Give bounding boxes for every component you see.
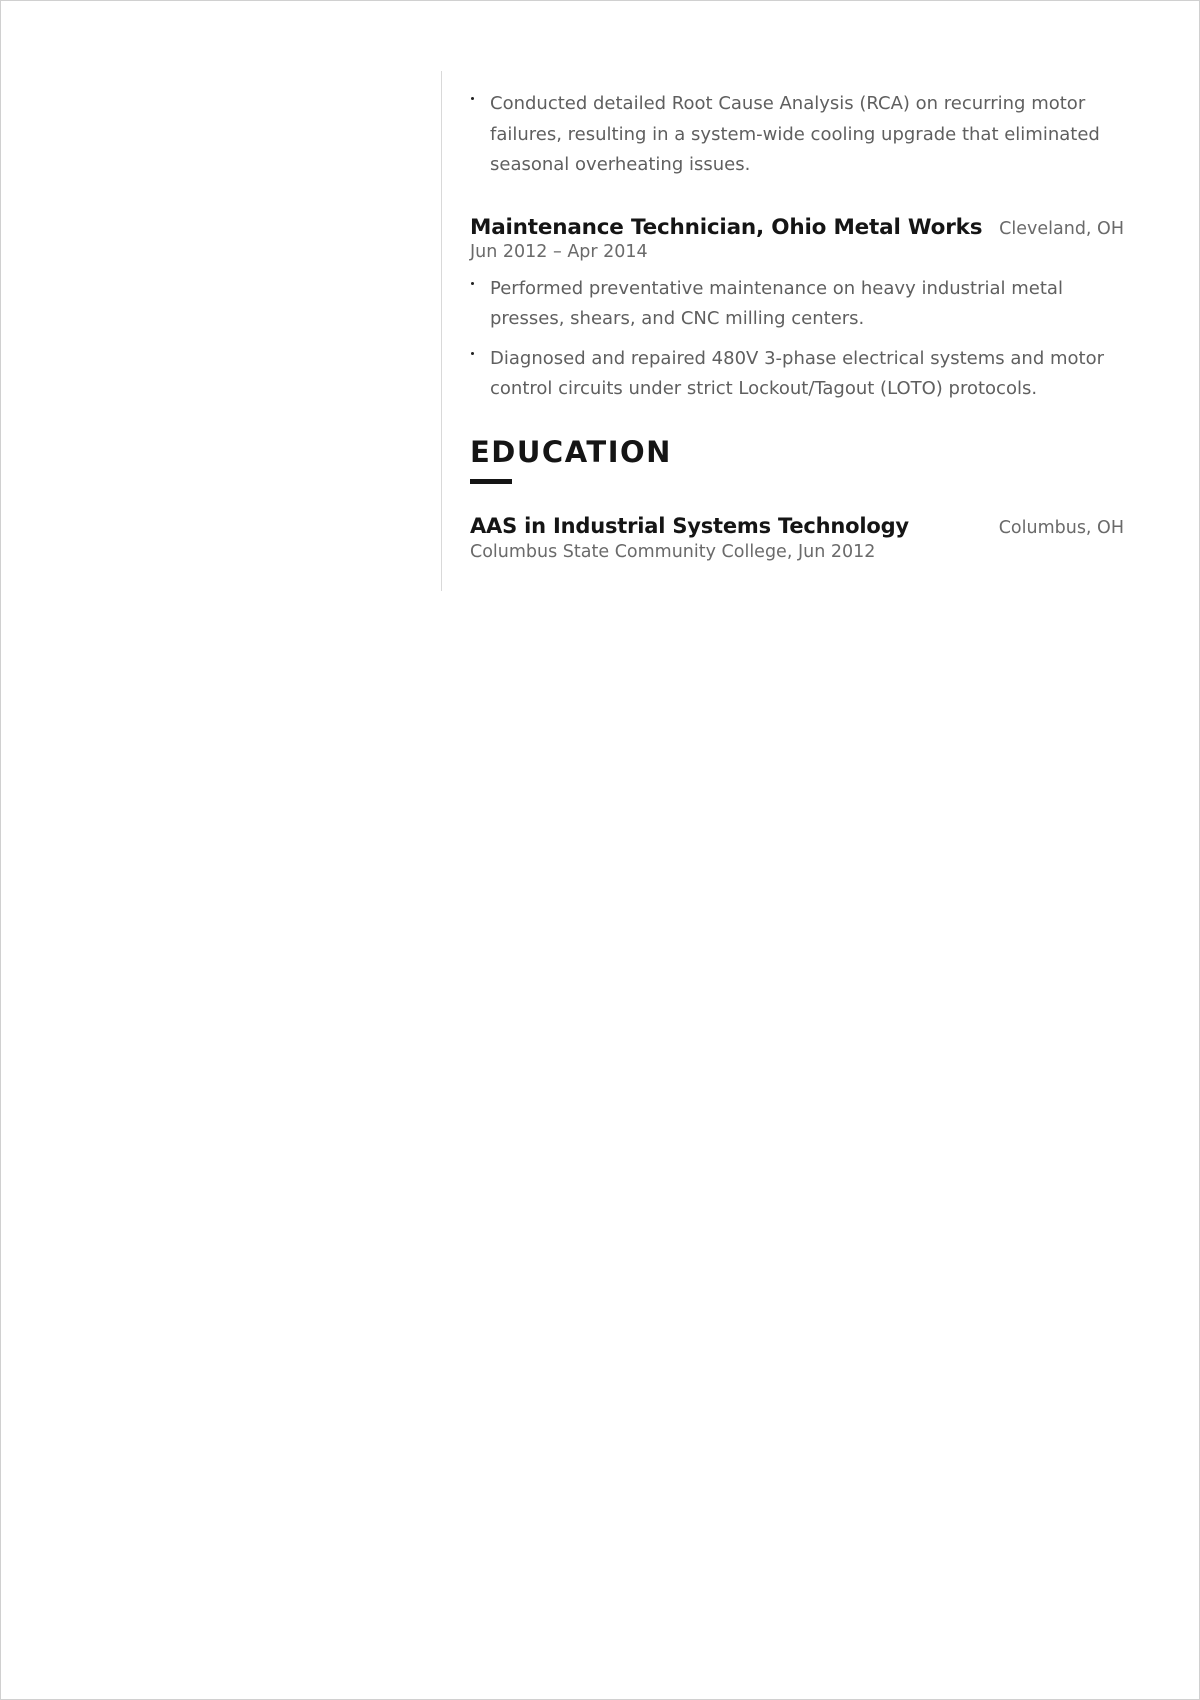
education-entry — [470, 514, 1124, 562]
degree-title: AAS in Industrial Systems Technology — [470, 513, 909, 538]
school-name: Columbus State Community College, Jun 2012 — [470, 541, 876, 562]
section-heading-education: EDUCATION — [470, 434, 672, 469]
column-divider — [441, 71, 442, 591]
education-location: Columbus, OH — [998, 517, 1124, 538]
main-column — [470, 89, 1124, 562]
heading-underline — [470, 479, 512, 484]
bullet-item: Diagnosed and repaired 480V 3-phase electrical systems and motor control circuits under strict Lockout/Tagout (LOTO) protocols. — [470, 344, 1124, 405]
job-location: Cleveland, OH — [999, 218, 1124, 239]
education-header — [470, 514, 1124, 538]
job-bullets — [470, 274, 1124, 405]
job-header — [470, 215, 1124, 240]
bullet-item: Performed preventative maintenance on heavy industrial metal presses, shears, and CNC milling centers. — [470, 274, 1124, 335]
previous-job-bullets — [470, 89, 1124, 181]
job-entry — [470, 215, 1124, 405]
job-dates: Jun 2012 – Apr 2014 — [470, 241, 648, 262]
bullet-item: Conducted detailed Root Cause Analysis (RCA) on recurring motor failures, resulting in a system-wide cooling upgrade that eliminated seasonal overheating issues. — [470, 89, 1124, 181]
job-title: Maintenance Technician, Ohio Metal Works — [470, 214, 983, 240]
